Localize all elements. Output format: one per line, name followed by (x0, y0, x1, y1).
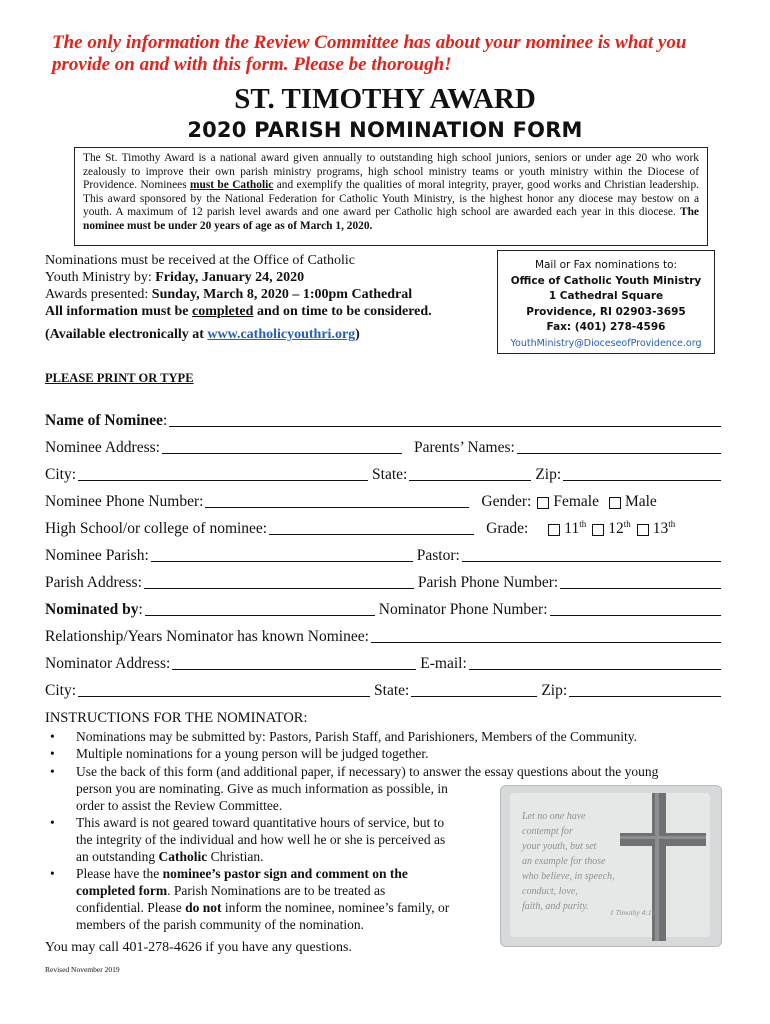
form-subtitle: 2020 PARISH NOMINATION FORM (187, 118, 583, 142)
row-high-school (45, 518, 725, 538)
row-nominee-address (45, 437, 725, 457)
nominee-address-label: Nominee Address: (45, 439, 160, 456)
grade-12-checkbox[interactable] (592, 524, 604, 536)
bullet-icon: • (50, 866, 55, 881)
deadline-info (45, 252, 500, 343)
nominator-phone-label: Nominator Phone Number: (378, 601, 548, 618)
parish-address-field[interactable] (144, 587, 414, 589)
grade-13-label: 13th (652, 518, 676, 537)
deadline-line-5: (Available electronically at www.catholicyouthri.org) (45, 327, 360, 342)
city-field[interactable] (78, 479, 368, 481)
nominee-parish-label: Nominee Parish: (45, 547, 149, 564)
email-field[interactable] (469, 668, 721, 670)
high-school-field[interactable] (269, 533, 474, 535)
age-rule: The nominee must be under 20 years of age as of March 1, 2020. (83, 206, 699, 232)
row-nominee-city (45, 464, 725, 484)
nominator-state-field[interactable] (411, 695, 537, 697)
bullet-icon: • (50, 729, 55, 744)
deadline-line-4: All information must be completed and on time to be considered. (45, 304, 432, 319)
row-nominator-address (45, 653, 725, 673)
nominated-by-label: Nominated by (45, 601, 139, 618)
relationship-label: Relationship/Years Nominator has known Nominee: (45, 628, 369, 645)
deadline-date: Friday, January 24, 2020 (155, 270, 305, 285)
mail-line-2: Office of Catholic Youth Ministry (510, 274, 702, 287)
pastor-label: Pastor: (416, 547, 460, 564)
bullet-icon: • (50, 815, 55, 830)
city-label: City: (45, 466, 77, 483)
warning-line-2: provide on and with this form. Please be thorough! (52, 54, 452, 75)
nominee-name-label: Name of Nominee (45, 412, 163, 429)
state-field[interactable] (409, 479, 531, 481)
contact-email-link[interactable]: YouthMinistry@DioceseofProvidence.org (510, 337, 702, 349)
must-be-catholic: must be Catholic (190, 179, 274, 192)
mail-line-4: Providence, RI 02903-3695 (526, 305, 686, 318)
row-parish-address (45, 572, 725, 592)
nominator-address-label: Nominator Address: (45, 655, 171, 672)
bullet-icon: • (50, 764, 55, 779)
female-checkbox[interactable] (537, 497, 549, 509)
zip-label: Zip: (535, 466, 562, 483)
nominator-zip-field[interactable] (569, 695, 721, 697)
male-label: Male (624, 493, 657, 510)
row-relationship (45, 626, 725, 646)
award-date: Sunday, March 8, 2020 – 1:00pm Cathedral (151, 287, 413, 302)
nominator-city-field[interactable] (78, 695, 370, 697)
bullet-icon: • (50, 746, 55, 761)
website-link[interactable]: www.catholicyouthri.org (207, 327, 356, 342)
relationship-field[interactable] (371, 641, 721, 643)
grade-13-checkbox[interactable] (637, 524, 649, 536)
pastor-field[interactable] (462, 560, 721, 562)
row-nominator-city (45, 680, 725, 700)
print-instruction: PLEASE PRINT OR TYPE (45, 371, 194, 385)
mail-line-3: 1 Cathedral Square (548, 290, 664, 303)
grade-11-label: 11th (564, 518, 587, 537)
email-label: E-mail: (420, 655, 467, 672)
row-nominee-parish (45, 545, 725, 565)
deadline-line-3: Awards presented: Sunday, March 8, 2020 – 1:00pm Cathedral (45, 287, 413, 302)
nominator-address-field[interactable] (172, 668, 416, 670)
instruction-item-2: • Multiple nominations for a young person will be judged together. (50, 746, 429, 761)
fax-number: Fax: (401) 278-4596 (546, 321, 666, 334)
page-title: ST. TIMOTHY AWARD (234, 83, 536, 115)
parish-phone-label: Parish Phone Number: (417, 574, 559, 591)
deadline-line-1: Nominations must be received at the Office of Catholic (45, 253, 355, 268)
nominee-parish-field[interactable] (151, 560, 413, 562)
warning-line-1: The only information the Review Committee has about your nominee is what you (52, 32, 687, 53)
warning-text (52, 32, 742, 76)
grade-11-checkbox[interactable] (548, 524, 560, 536)
scripture-reference: 1 Timothy 4:12 (610, 908, 656, 917)
parents-names-label: Parents’ Names: (413, 439, 515, 456)
row-nominee-phone (45, 491, 725, 511)
contact-phone-note: You may call 401-278-4626 if you have any questions. (45, 940, 352, 955)
nominee-phone-label: Nominee Phone Number: (45, 493, 204, 510)
deadline-line-2: Youth Ministry by: Friday, January 24, 2020 (45, 270, 305, 285)
nominator-phone-field[interactable] (550, 614, 721, 616)
parish-phone-field[interactable] (560, 587, 721, 589)
grade-label: Grade: (486, 520, 529, 537)
high-school-label: High School/or college of nominee: (45, 520, 268, 537)
nominator-state-label: State: (374, 682, 410, 699)
description-text-1: The St. Timothy Award is a national award given annually to outstanding high school juniors, seniors or under age 20 who work zealously to improve their own parish ministry programs, high school ministry teams or youth ministry within the Diocese of Providence. Nominees (83, 152, 699, 192)
instruction-item-1: • Nominations may be submitted by: Pastors, Parish Staff, and Parishioners, Members of the Community. (50, 729, 637, 744)
mail-line-1: Mail or Fax nominations to: (534, 259, 678, 271)
scripture-verse: Let no one have contempt for your youth, but set an example for those who believe, in speech, conduct, love, faith, and purity. (522, 811, 615, 912)
scripture-card-image (500, 785, 722, 947)
male-checkbox[interactable] (609, 497, 621, 509)
revision-note: Revised November 2019 (45, 965, 120, 974)
mail-fax-box (497, 250, 715, 354)
parents-names-field[interactable] (517, 452, 721, 454)
nominee-address-field[interactable] (162, 452, 402, 454)
grade-12-label: 12th (608, 518, 631, 537)
instructions-heading: INSTRUCTIONS FOR THE NOMINATOR: (45, 710, 308, 726)
instruction-item-5: • Please have the nominee’s pastor sign and comment on the completed form. Parish Nominations are to be treated as confidential. Please do not inform the nominee, nominee’s family, or members of the parish community of the nomination. (50, 866, 450, 932)
nominator-city-label: City: (45, 682, 77, 699)
row-nominated-by: Nominated by : Nominator Phone Number: (45, 599, 725, 619)
nominator-zip-label: Zip: (541, 682, 568, 699)
female-label: Female (553, 493, 599, 510)
nominee-name-field[interactable] (169, 425, 721, 427)
instruction-item-3: • Use the back of this form (and additional paper, if necessary) to answer the essay questions about the young person you are nominating. Give as much information as possible, in order to assist the Review Committee. (50, 764, 659, 813)
award-description (74, 147, 708, 246)
description-text-2: and exemplify the qualities of moral integrity, prayer, good works and Christian leadership. This award sponsored by the National Federation for Catholic Youth Ministry, is the highest honor any diocese may bestow on a youth. A maximum of 12 parish level awards and one award per Catholic high school are awarded each year in this diocese. (83, 179, 699, 219)
instruction-item-4: • This award is not geared toward quantitative hours of service, but to the integrity of the individual and how well he or she is perceived as an outstanding Catholic Christian. (50, 815, 446, 864)
zip-field[interactable] (563, 479, 721, 481)
gender-label: Gender: (481, 493, 532, 510)
parish-address-label: Parish Address: (45, 574, 142, 591)
nominee-phone-field[interactable] (205, 506, 469, 508)
row-nominee-name: Name of Nominee : (45, 410, 725, 430)
nominated-by-field[interactable] (145, 614, 375, 616)
state-label: State: (372, 466, 408, 483)
